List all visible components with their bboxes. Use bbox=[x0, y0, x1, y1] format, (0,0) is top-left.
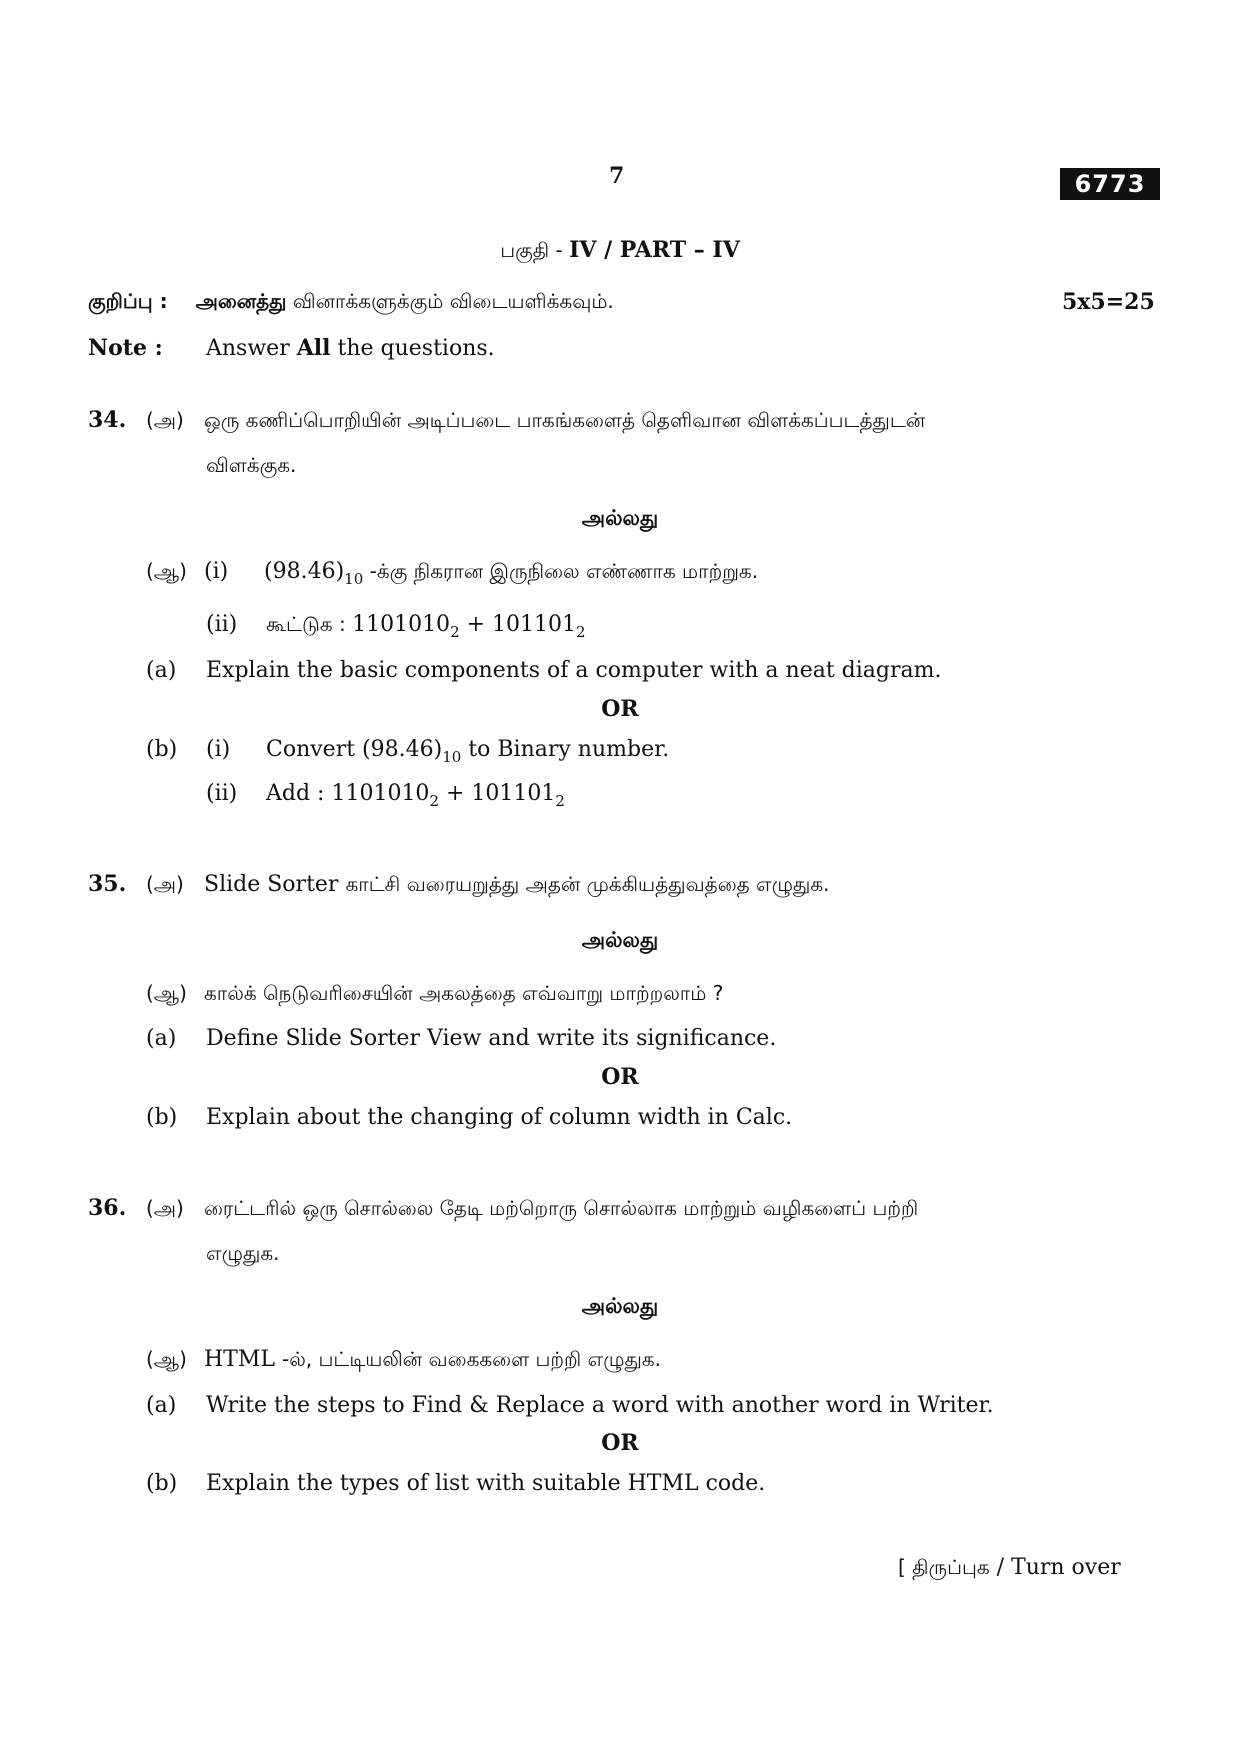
q34-en-n2: 101101 bbox=[471, 781, 556, 806]
q34-tamil-n1-sub: 2 bbox=[450, 623, 460, 641]
turn-over-tamil: [ திருப்புக bbox=[898, 1555, 990, 1579]
paper-code-badge: 6773 bbox=[1060, 168, 1160, 200]
q36-tamil-a-cont bbox=[206, 1238, 279, 1269]
q34-or-tamil bbox=[0, 503, 1240, 534]
q36-or-text: OR bbox=[601, 1430, 639, 1456]
marks-scheme: 5x5=25 bbox=[1062, 289, 1155, 315]
q35-b-label: (b) bbox=[146, 1105, 178, 1130]
q35-tamil-a-text: காட்சி வரையறுத்து அதன் முக்கியத்துவத்தை எழுதுக. bbox=[345, 872, 830, 896]
q34-tamil-a-line1: ஒரு கணிப்பொறியின் அடிப்படை பாகங்களைத் தெளிவான விளக்கப்படத்துடன் bbox=[204, 408, 926, 432]
q35-or-tamil-text: அல்லது bbox=[581, 928, 659, 952]
q35-a-label: (a) bbox=[146, 1026, 177, 1051]
tamil-note-label: குறிப்பு : bbox=[88, 289, 168, 313]
part-title-english: IV / PART – IV bbox=[569, 237, 740, 263]
q34-a-label: (a) bbox=[146, 658, 177, 683]
q35-tamil-b-text: கால்க் நெடுவரிசையின் அகலத்தை எவ்வாறு மாற்றலாம் ? bbox=[204, 981, 724, 1005]
q36-a-text: Write the steps to Find & Replace a word with another word in Writer. bbox=[206, 1393, 994, 1418]
q35-english-a bbox=[146, 1024, 776, 1054]
q35-tamil-a-text-en: Slide Sorter bbox=[204, 872, 346, 897]
q36-or-tamil-text: அல்லது bbox=[581, 1294, 659, 1318]
q34-english-b-ii bbox=[206, 779, 565, 809]
q34-tamil-a-line2: விளக்குக. bbox=[206, 453, 297, 477]
q36-number: 36. bbox=[88, 1195, 127, 1221]
page-number: 7 bbox=[609, 163, 625, 189]
q35-english-b bbox=[146, 1103, 792, 1133]
note-text-bold: All bbox=[296, 335, 331, 361]
q36-tamil-b bbox=[146, 1344, 661, 1375]
q34-en-plus: + bbox=[438, 781, 472, 806]
q34-tamil-a-cont bbox=[206, 450, 296, 481]
q34-b-i-label: (i) bbox=[206, 737, 231, 762]
q36-a-label: (a) bbox=[146, 1393, 177, 1418]
q36-tamil-b-label: (ஆ) bbox=[146, 1347, 187, 1371]
q34-tamil-b-i-sub: 10 bbox=[344, 570, 364, 588]
q35-or-english bbox=[0, 1062, 1240, 1093]
tamil-instruction bbox=[88, 286, 614, 317]
q34-tamil-n2: 101101 bbox=[492, 612, 577, 637]
note-text-pre: Answer bbox=[206, 336, 297, 361]
q36-b-text: Explain the types of list with suitable HTML code. bbox=[206, 1471, 766, 1496]
part-title bbox=[0, 237, 1240, 265]
q34-english-b-i bbox=[146, 735, 669, 765]
q36-tamil-a-line2: எழுதுக. bbox=[206, 1241, 280, 1265]
tamil-note-text: வினாக்களுக்கும் விடையளிக்கவும். bbox=[286, 289, 614, 313]
q35-b-text: Explain about the changing of column width in Calc. bbox=[206, 1105, 793, 1130]
english-instruction bbox=[88, 333, 495, 364]
q34-b-label: (b) bbox=[146, 737, 178, 762]
q36-tamil-a-label: (அ) bbox=[146, 1196, 184, 1220]
q36-or-tamil bbox=[0, 1291, 1240, 1322]
q35-or-tamil bbox=[0, 925, 1240, 956]
q34-b-i-post: to Binary number. bbox=[461, 737, 670, 762]
q34-b-i-pre: Convert bbox=[266, 737, 363, 762]
q35-a-text: Define Slide Sorter View and write its significance. bbox=[206, 1026, 777, 1051]
q36-tamil-a-line1: ரைட்டரில் ஒரு சொல்லை தேடி மற்றொரு சொல்லாக மாற்றும் வழிகளைப் பற்றி bbox=[204, 1196, 919, 1220]
q36-or-english bbox=[0, 1428, 1240, 1459]
q34-tamil-b-ii-prefix: கூட்டுக : bbox=[266, 612, 353, 636]
q34-tamil-n2-sub: 2 bbox=[576, 623, 586, 641]
q36-english-b bbox=[146, 1469, 765, 1499]
turn-over-english: / Turn over bbox=[989, 1555, 1121, 1580]
q35-or-text: OR bbox=[601, 1064, 639, 1090]
q36-tamil-b-text-en: HTML bbox=[204, 1347, 282, 1372]
q36-tamil-a bbox=[88, 1193, 918, 1224]
q34-tamil-b-ii-label: (ii) bbox=[206, 612, 238, 637]
q34-or-text: OR bbox=[601, 696, 639, 722]
q34-b-i-sub: 10 bbox=[442, 748, 462, 766]
q34-tamil-plus: + bbox=[459, 612, 493, 637]
q34-a-text: Explain the basic components of a computer with a neat diagram. bbox=[206, 658, 942, 683]
q34-en-n1-sub: 2 bbox=[429, 792, 439, 810]
q36-tamil-b-text: -ல், பட்டியலின் வகைகளை பற்றி எழுதுக. bbox=[282, 1347, 662, 1371]
q34-number: 34. bbox=[88, 407, 127, 433]
q34-english-a bbox=[146, 656, 941, 686]
part-title-tamil: பகுதி - bbox=[500, 238, 570, 262]
q36-b-label: (b) bbox=[146, 1471, 178, 1496]
turn-over-note bbox=[898, 1555, 1121, 1582]
q34-en-n1: 1101010 bbox=[331, 781, 430, 806]
q34-b-ii-label: (ii) bbox=[206, 781, 238, 806]
q36-english-a bbox=[146, 1391, 994, 1421]
q34-tamil-n1: 1101010 bbox=[352, 612, 451, 637]
q34-or-english bbox=[0, 694, 1240, 725]
note-label: Note : bbox=[88, 335, 163, 361]
q34-tamil-b-i bbox=[146, 556, 758, 587]
q34-tamil-b-ii bbox=[206, 609, 586, 640]
q34-b-i-num: (98.46) bbox=[362, 737, 443, 762]
q35-number: 35. bbox=[88, 871, 127, 897]
q35-tamil-b bbox=[146, 978, 723, 1009]
note-text-post: the questions. bbox=[330, 336, 495, 361]
q34-tamil-a-label: (அ) bbox=[146, 408, 184, 432]
q35-tamil-a bbox=[88, 869, 830, 900]
q35-tamil-b-label: (ஆ) bbox=[146, 981, 187, 1005]
q34-en-n2-sub: 2 bbox=[555, 792, 565, 810]
q34-tamil-a bbox=[88, 405, 925, 436]
tamil-note-bold: அனைத்து bbox=[195, 289, 287, 313]
q34-or-tamil-text: அல்லது bbox=[581, 506, 659, 530]
q34-tamil-b-i-num: (98.46) bbox=[264, 559, 345, 584]
q34-tamil-b-i-text: -க்கு நிகரான இருநிலை எண்ணாக மாற்றுக. bbox=[363, 559, 759, 583]
q34-b-ii-prefix: Add : bbox=[266, 781, 332, 806]
q34-tamil-b-i-label: (i) bbox=[204, 559, 229, 584]
q35-tamil-a-label: (அ) bbox=[146, 872, 184, 896]
q34-tamil-b-label: (ஆ) bbox=[146, 559, 187, 583]
